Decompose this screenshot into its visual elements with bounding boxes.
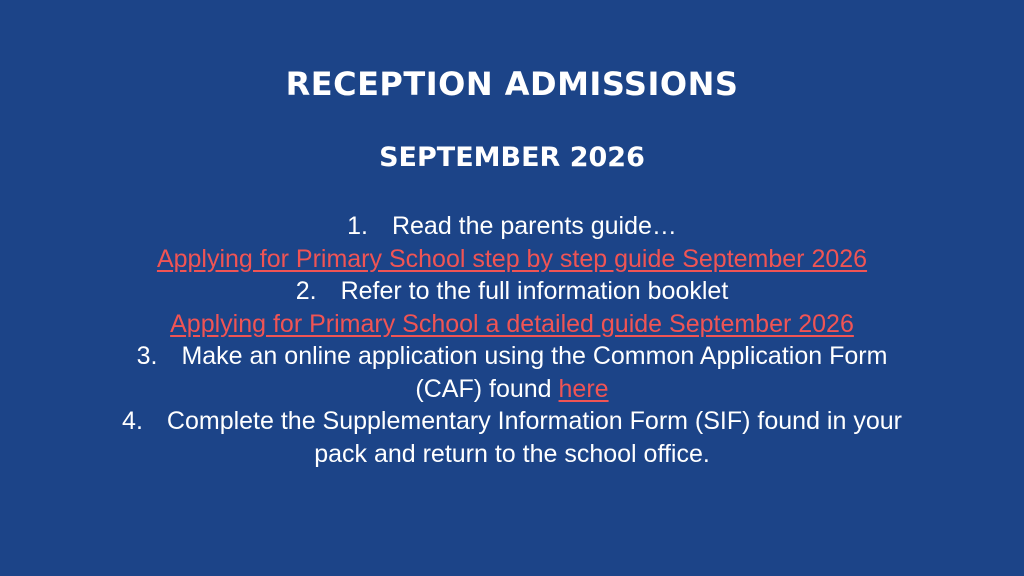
caf-here-link[interactable]: here [558,374,609,403]
step-1-text: Read the parents guide… [391,212,677,240]
step-4-continued [40,438,984,471]
step-1 [40,210,984,243]
step-1-number: 1. [347,212,368,240]
step-4-number: 4. [122,407,143,435]
step-2-link-line [40,308,984,341]
step-by-step-guide-link[interactable]: Applying for Primary School step by step guide September 2026 [156,244,868,273]
step-2-number: 2. [295,277,317,305]
step-4 [40,405,984,438]
step-1-link-line [40,243,984,276]
step-3-text: Make an online application using the Common Application Form [181,342,888,370]
step-3 [40,340,984,373]
detailed-guide-link[interactable]: Applying for Primary School a detailed guide September 2026 [170,309,854,338]
step-4-text-continued: pack and return to the school office. [314,439,710,468]
step-3-number: 3. [136,342,158,370]
page-title: RECEPTION ADMISSIONS [285,65,739,103]
page-subtitle: SEPTEMBER 2026 [379,142,645,173]
step-4-text: Complete the Supplementary Information Form (SIF) found in your [166,407,902,435]
step-2-text: Refer to the full information booklet [340,277,729,305]
step-3-text-continued: (CAF) found [415,374,552,403]
step-2 [40,275,984,308]
steps-list [40,210,984,470]
step-3-continued [40,373,984,406]
